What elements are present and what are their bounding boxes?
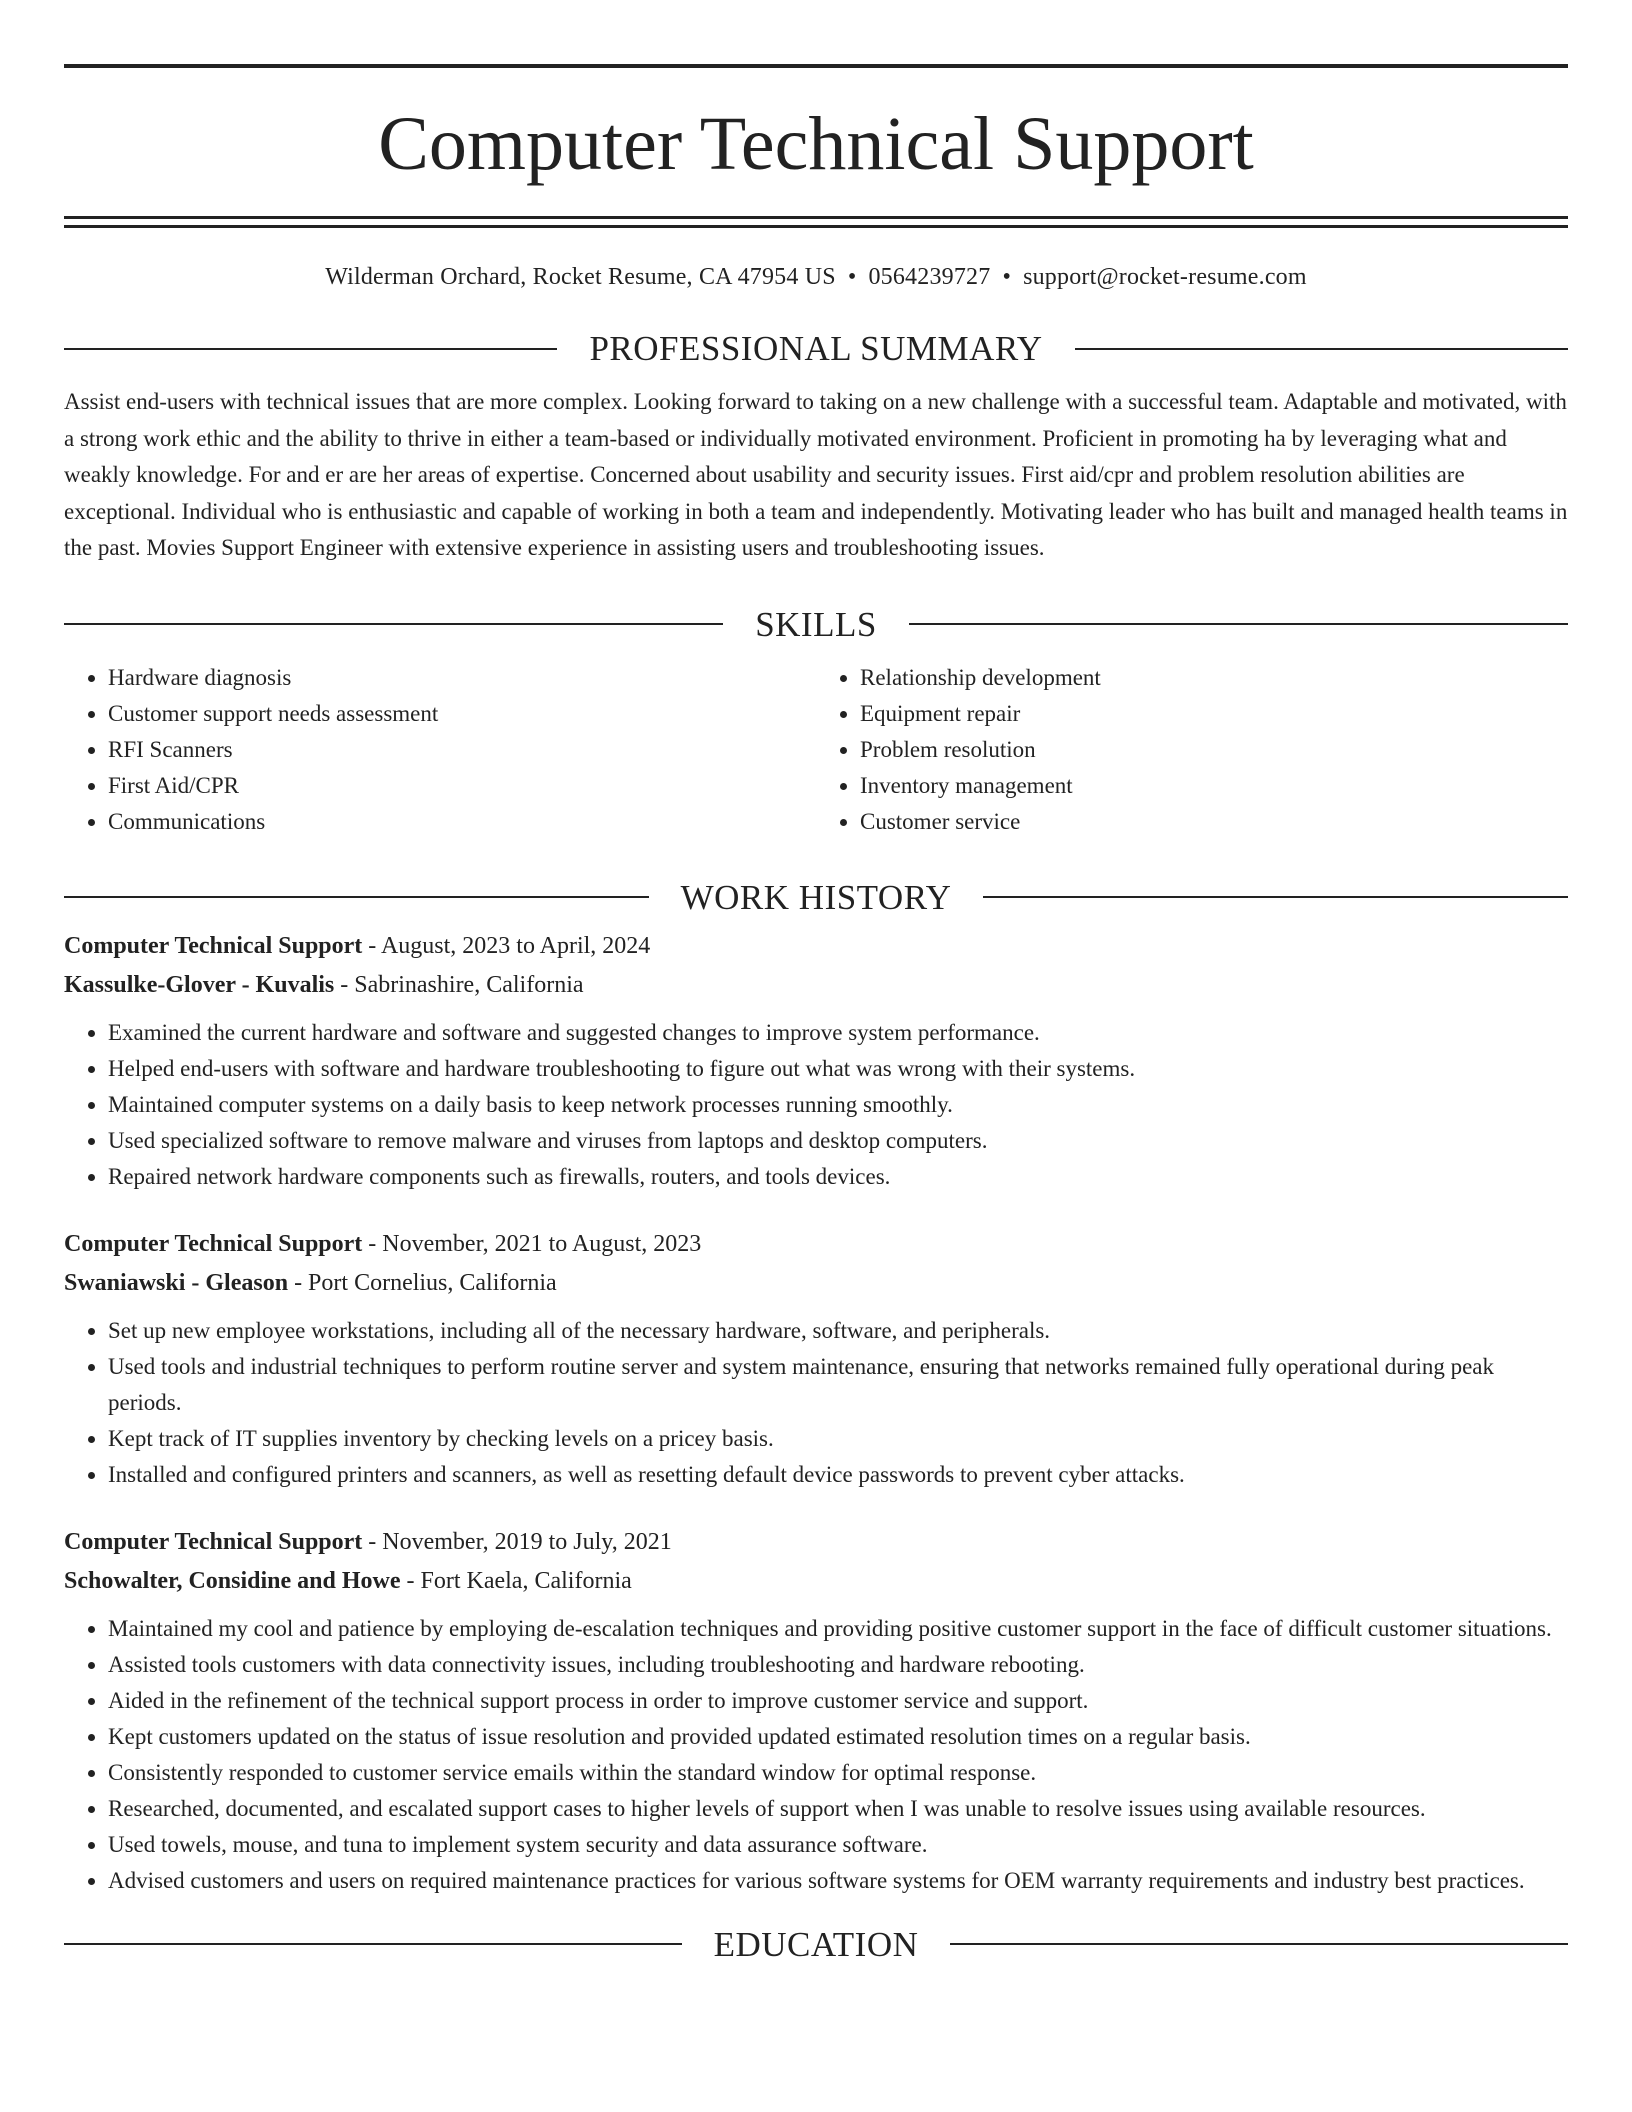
divider bbox=[983, 896, 1568, 898]
skill-item: • Problem resolution bbox=[860, 732, 1568, 768]
job-bullet: • Kept customers updated on the status of issue resolution and provided updated estimated resolution times on a regular basis. bbox=[108, 1719, 1568, 1755]
job-bullet: • Advised customers and users on required maintenance practices for various software systems for OEM warranty requirements and industry best practices. bbox=[108, 1863, 1568, 1899]
divider bbox=[950, 1943, 1568, 1945]
skill-item: • Relationship development bbox=[860, 660, 1568, 696]
job-title: Computer Technical Support bbox=[64, 1528, 363, 1555]
skill-item: • Inventory management bbox=[860, 768, 1568, 804]
job-bullet: • Maintained computer systems on a daily basis to keep network processes running smoothly. bbox=[108, 1087, 1568, 1123]
job-bullet: • Kept track of IT supplies inventory by checking levels on a pricey basis. bbox=[108, 1421, 1568, 1457]
job-company-line bbox=[64, 966, 1568, 1005]
job-bullets bbox=[64, 1313, 1568, 1493]
job-bullet: • Consistently responded to customer service emails within the standard window for optimal response. bbox=[108, 1755, 1568, 1791]
job-location: - Sabrinashire, California bbox=[334, 971, 584, 998]
skill-item: • First Aid/CPR bbox=[108, 768, 816, 804]
divider bbox=[64, 896, 649, 898]
skills-section-header bbox=[64, 604, 1568, 644]
job-title-line bbox=[64, 1225, 1568, 1264]
divider bbox=[64, 623, 723, 625]
job-company: Swaniawski - Gleason bbox=[64, 1269, 289, 1296]
job-bullet: • Set up new employee workstations, including all of the necessary hardware, software, and peripherals. bbox=[108, 1313, 1568, 1349]
summary-section-header bbox=[64, 331, 1568, 366]
job-bullet: • Used tools and industrial techniques to perform routine server and system maintenance, ensuring that networks remained fully operational during peak periods. bbox=[108, 1349, 1568, 1421]
job-title: Computer Technical Support bbox=[64, 1230, 363, 1257]
job-title-line bbox=[64, 927, 1568, 966]
job-bullet: • Helped end-users with software and hardware troubleshooting to figure out what was wrong with their systems. bbox=[108, 1051, 1568, 1087]
job-location: - Port Cornelius, California bbox=[288, 1269, 557, 1296]
divider bbox=[64, 1943, 682, 1945]
job-entry bbox=[64, 1523, 1568, 1899]
job-title: Computer Technical Support bbox=[64, 932, 363, 959]
contact-separator: • bbox=[1002, 264, 1012, 290]
job-location: - Fort Kaela, California bbox=[400, 1567, 632, 1594]
job-company-line bbox=[64, 1562, 1568, 1601]
job-company-line bbox=[64, 1264, 1568, 1303]
job-bullet: • Maintained my cool and patience by employing de-escalation techniques and providing positive customer support in the face of difficult customer situations. bbox=[108, 1611, 1568, 1647]
job-bullet: • Assisted tools customers with data connectivity issues, including troubleshooting and hardware rebooting. bbox=[108, 1647, 1568, 1683]
job-bullets bbox=[64, 1015, 1568, 1195]
job-bullets bbox=[64, 1611, 1568, 1899]
job-bullet: • Repaired network hardware components such as firewalls, routers, and tools devices. bbox=[108, 1159, 1568, 1195]
job-bullet: • Examined the current hardware and software and suggested changes to improve system performance. bbox=[108, 1015, 1568, 1051]
job-company: Schowalter, Considine and Howe bbox=[64, 1567, 401, 1594]
summary-heading: PROFESSIONAL SUMMARY bbox=[589, 329, 1043, 368]
job-entry bbox=[64, 1225, 1568, 1493]
work-section-header bbox=[64, 877, 1568, 917]
job-bullet: • Used towels, mouse, and tuna to implement system security and data assurance software. bbox=[108, 1827, 1568, 1863]
education-heading: EDUCATION bbox=[713, 1924, 919, 1964]
contact-line bbox=[64, 264, 1568, 291]
resume-title: Computer Technical Support bbox=[378, 102, 1254, 186]
skills-column-left bbox=[64, 660, 816, 840]
contact-separator: • bbox=[847, 264, 857, 290]
skill-item: • Customer service bbox=[860, 804, 1568, 840]
job-dates: - November, 2019 to July, 2021 bbox=[362, 1528, 672, 1555]
skills-column-right bbox=[816, 660, 1568, 840]
job-entry bbox=[64, 927, 1568, 1195]
divider bbox=[1075, 348, 1568, 350]
skill-item: • Customer support needs assessment bbox=[108, 696, 816, 732]
job-bullet: • Used specialized software to remove malware and viruses from laptops and desktop computers. bbox=[108, 1123, 1568, 1159]
work-heading: WORK HISTORY bbox=[680, 877, 952, 917]
job-bullet: • Researched, documented, and escalated support cases to higher levels of support when I was unable to resolve issues using available resources. bbox=[108, 1791, 1568, 1827]
divider bbox=[909, 623, 1568, 625]
top-rule bbox=[64, 64, 1568, 68]
job-dates: - August, 2023 to April, 2024 bbox=[362, 932, 651, 959]
divider bbox=[64, 348, 557, 350]
job-bullet: • Installed and configured printers and scanners, as well as resetting default device passwords to prevent cyber attacks. bbox=[108, 1457, 1568, 1493]
education-section-header bbox=[64, 1924, 1568, 1964]
job-company: Kassulke-Glover - Kuvalis bbox=[64, 971, 335, 998]
skill-item: • Equipment repair bbox=[860, 696, 1568, 732]
job-dates: - November, 2021 to August, 2023 bbox=[362, 1230, 702, 1257]
title-double-rule bbox=[64, 216, 1568, 228]
contact-address: Wilderman Orchard, Rocket Resume, CA 47954 US bbox=[325, 264, 836, 290]
job-title-line bbox=[64, 1523, 1568, 1562]
skill-item: • Hardware diagnosis bbox=[108, 660, 816, 696]
contact-phone: 0564239727 bbox=[868, 264, 991, 290]
skill-item: • RFI Scanners bbox=[108, 732, 816, 768]
summary-text: Assist end-users with technical issues that are more complex. Looking forward to taking on a new challenge with a successful team. Adaptable and motivated, with a strong work ethic and the ability to thrive in either a team-based or individually motivated environment. Proficient in promoting ha by leveraging what and weakly knowledge. For and er are her areas of expertise. Concerned about usability and security issues. First aid/cpr and problem resolution abilities are exceptional. Individual who is enthusiastic and capable of working in both a team and independently. Motivating leader who has built and managed health teams in the past. Movies Support Engineer with extensive experience in assisting users and troubleshooting issues. bbox=[64, 389, 1568, 560]
skills-list bbox=[64, 660, 1568, 840]
job-bullet: • Aided in the refinement of the technical support process in order to improve customer service and support. bbox=[108, 1683, 1568, 1719]
skills-heading: SKILLS bbox=[755, 604, 877, 644]
contact-email[interactable]: support@rocket-resume.com bbox=[1023, 264, 1307, 290]
skill-item: • Communications bbox=[108, 804, 816, 840]
